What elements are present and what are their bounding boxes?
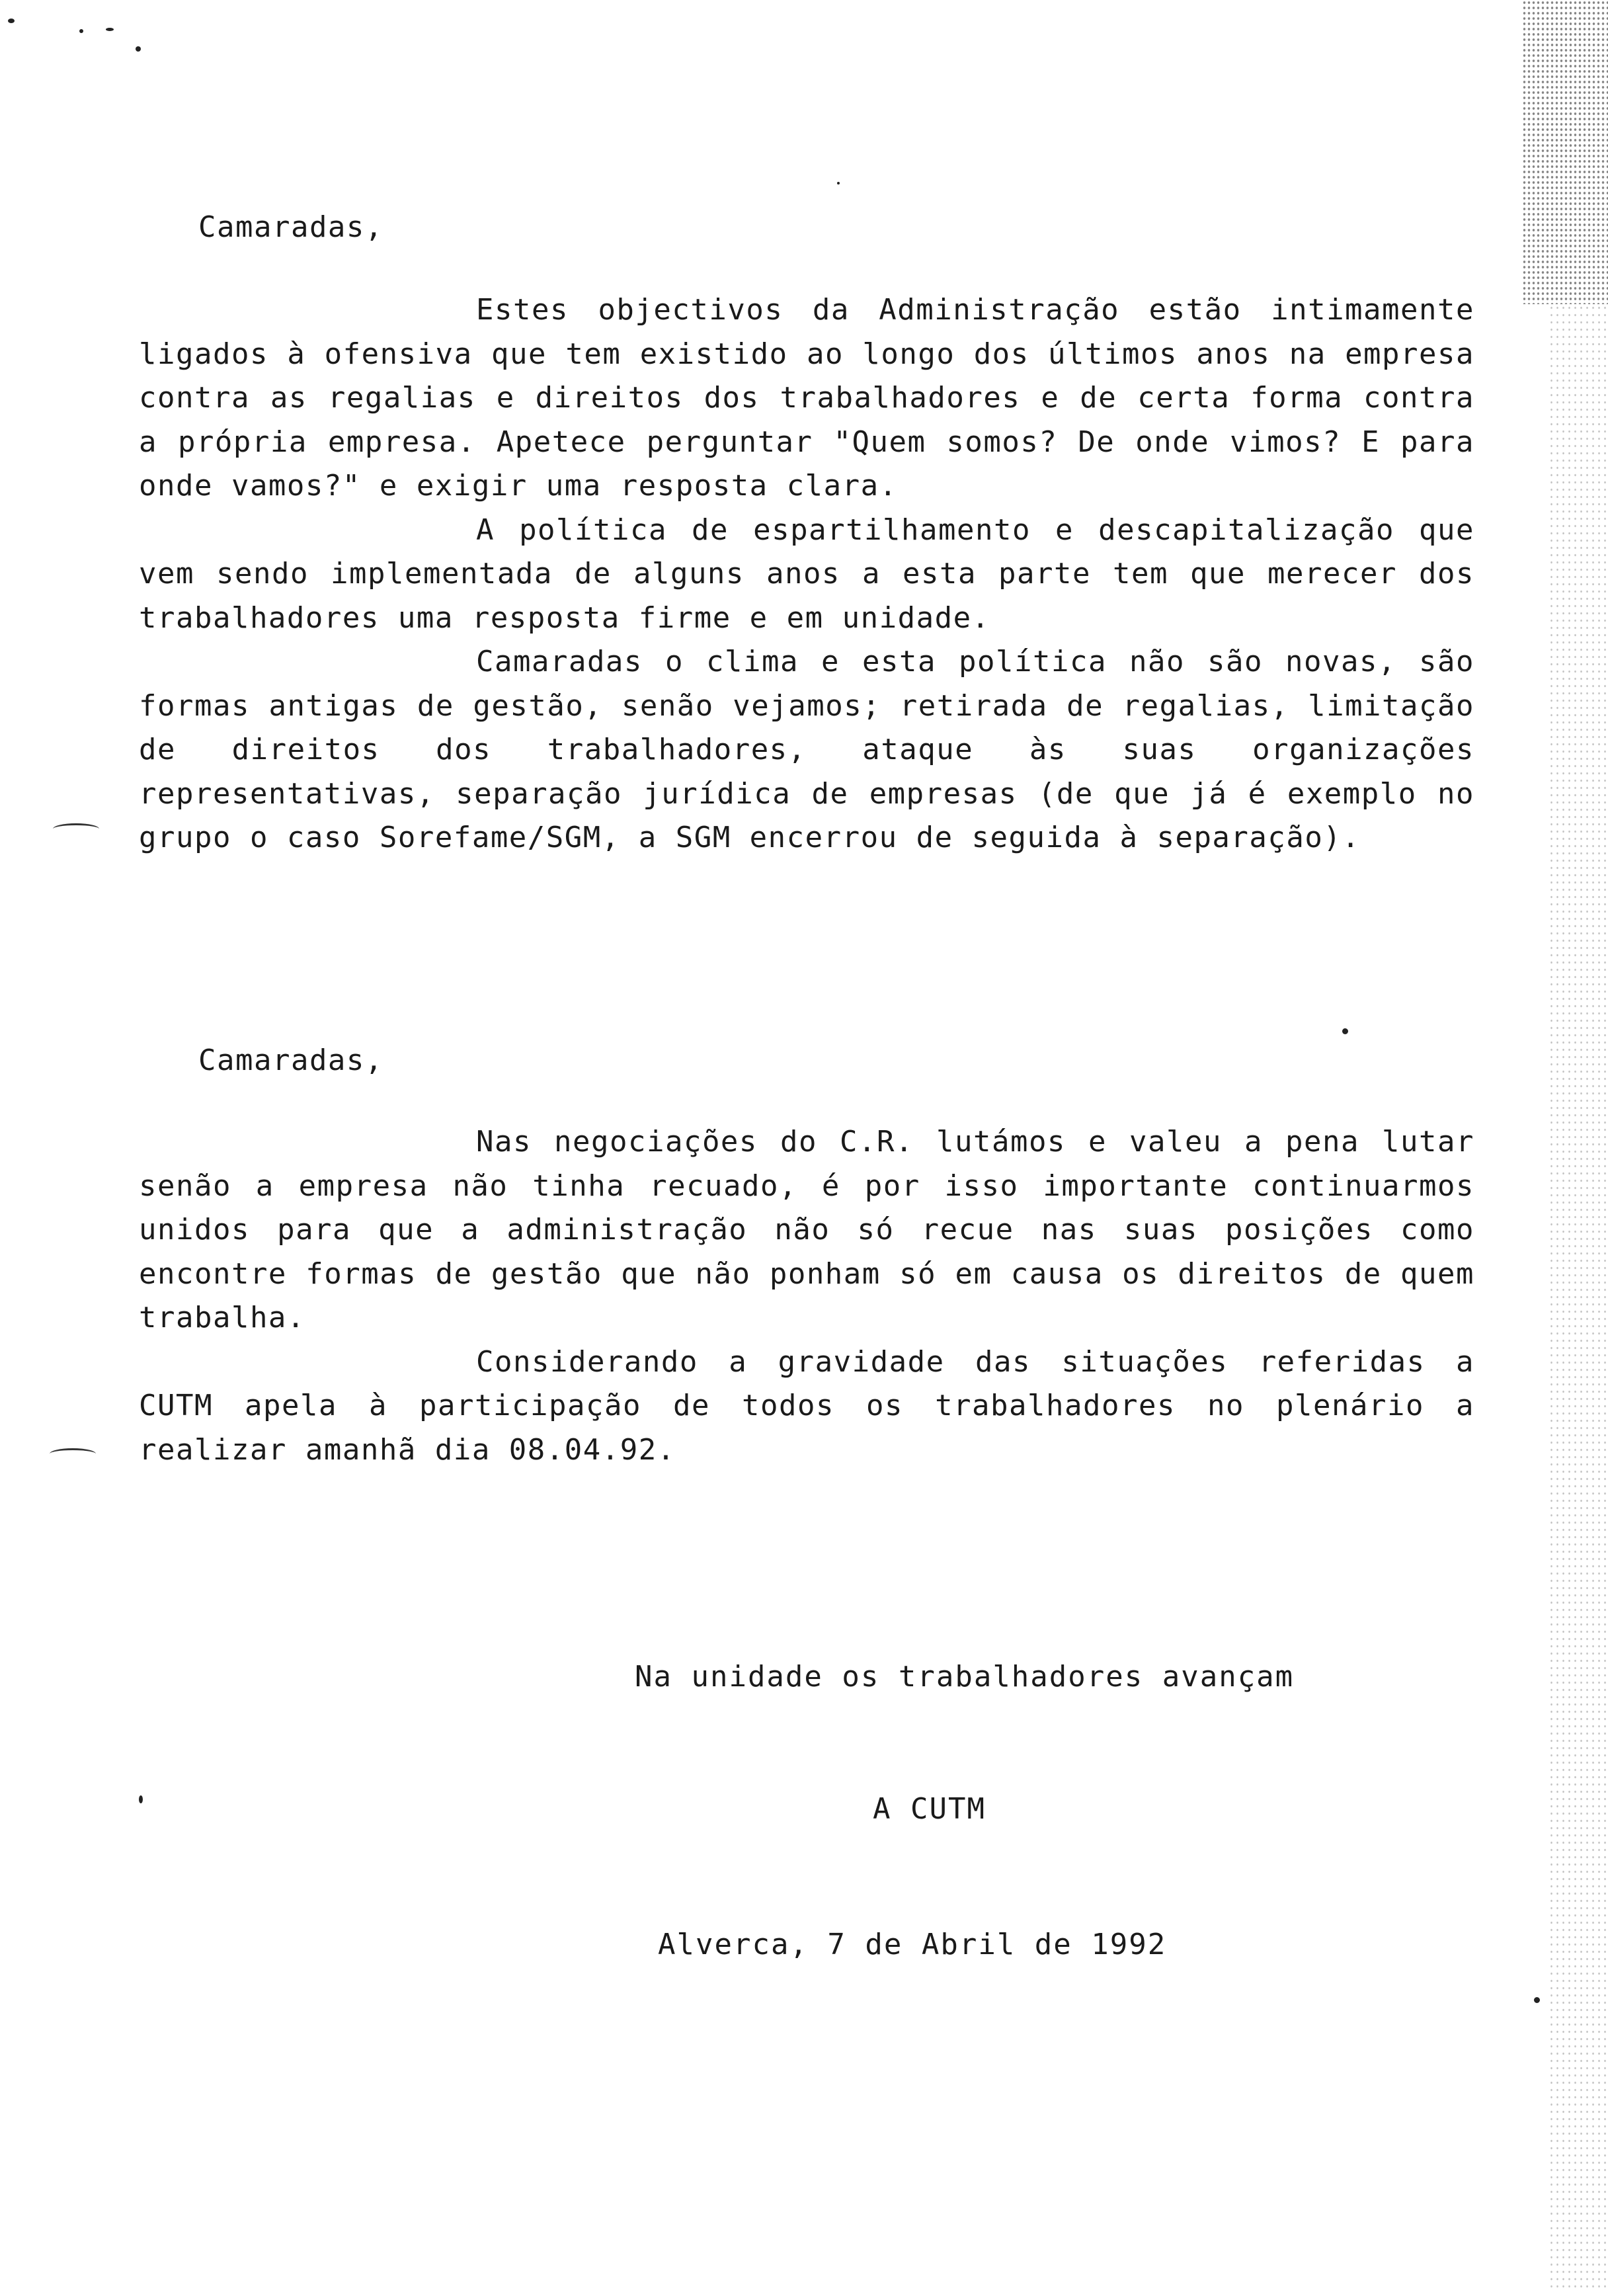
scan-speck [139,1795,143,1803]
paragraph-appeal: Considerando a gravidade das situações referidas a CUTM apela à participação de todos os trabalhadores no plenário a realizar amanhã dia 08.04.92. [139,1344,1474,1467]
scan-speck [136,46,141,52]
place-and-date: Alverca, 7 de Abril de 1992 [658,1928,1167,1961]
paragraph-objectives: Estes objectivos da Administração estão intimamente ligados à ofensiva que tem existido ao longo dos últimos anos na empresa contra as regalias e direitos dos trabalhadores e de certa forma contra a própria empresa. Apetece perguntar "Quem somos? De onde vimos? E para onde vamos?" e exigir uma resposta clara. [139,293,1474,503]
closing-slogan: Na unidade os trabalhadores avançam [635,1660,1295,1694]
paragraph-climate: Camaradas o clima e esta política não são novas, são formas antigas de gestão, senão vejamos; retirada de regalias, limitação de direitos dos trabalhadores, ataque às suas organizações representativas, separação jurídica de empresas (de que já é exemplo no grupo o caso Sorefame/SGM, a SGM encerrou de seguida à separação). [139,645,1474,854]
scan-edge-noise [1548,304,1608,2288]
signature: A CUTM [873,1792,986,1826]
scan-margin-mark [53,823,99,835]
paragraph-negotiations: Nas negociações do C.R. lutámos e valeu a pena lutar senão a empresa não tinha recuado, é por isso importante continuarmos unidos para que a administração não só recue nas suas posições como encontre formas de gestão que não ponham só em causa os direitos de quem trabalha. [139,1125,1474,1334]
scan-speck [1342,1028,1348,1034]
paragraph-policy: A política de espartilhamento e descapitalização que vem sendo implementada de alguns anos a esta parte tem que merecer dos trabalhadores uma resposta firme e em unidade. [139,512,1474,635]
scan-edge-noise [1522,0,1608,304]
scan-speck [8,19,15,23]
scan-speck [837,182,840,184]
salutation-first: Camaradas, [198,210,383,244]
letter-body-top [139,288,1474,860]
scan-margin-mark [50,1448,96,1459]
salutation-second: Camaradas, [198,1044,383,1077]
scan-speck [79,29,83,33]
letter-body-bottom [139,1120,1474,1472]
scan-speck [106,28,114,31]
scan-speck [1534,1997,1540,2003]
